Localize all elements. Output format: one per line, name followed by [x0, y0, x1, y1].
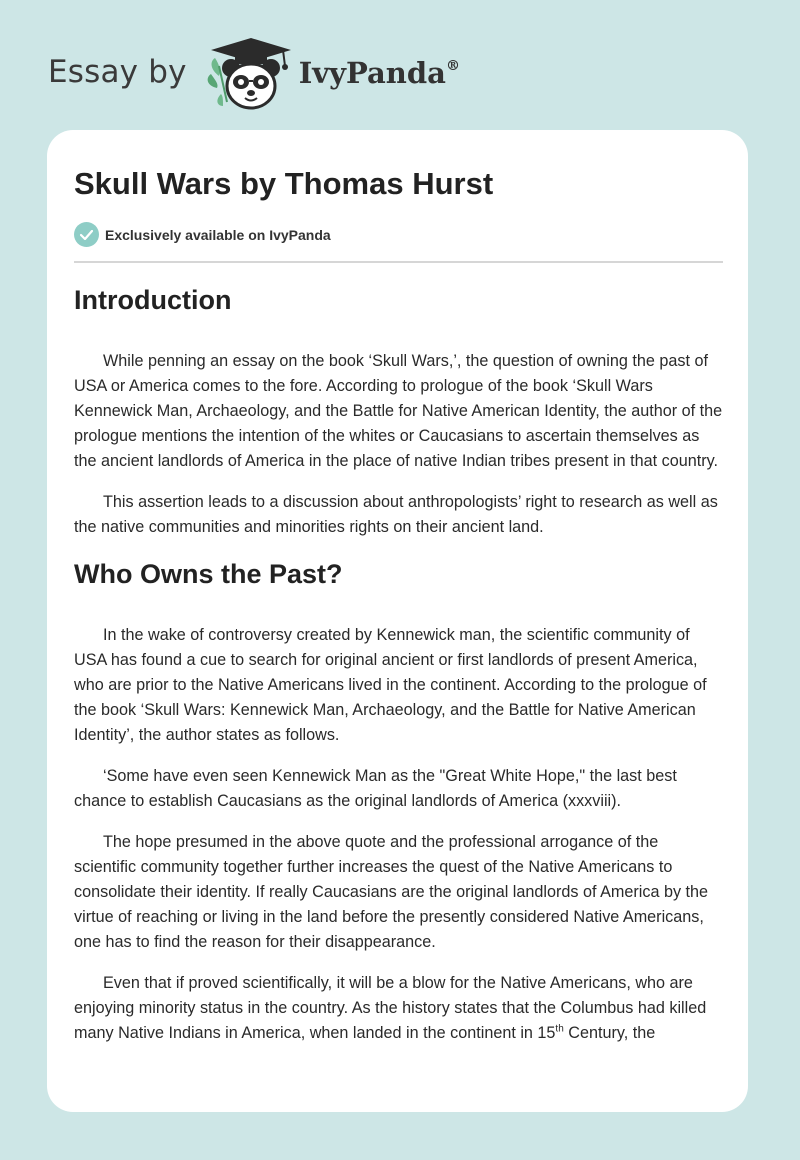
title-divider: [74, 261, 723, 263]
essay-card: [47, 130, 748, 1112]
essay-by-label: Essay by: [48, 54, 187, 90]
ordinal-suffix: th: [555, 1023, 564, 1035]
paragraph: [74, 971, 724, 1046]
paragraph-text: Even that if proved scientifically, it will be a blow for the Native Americans, who are enjoying minority status in the country. As the history states that the Columbus had killed many Native Indians in America, when landed in the continent in 15: [74, 974, 707, 1042]
quote-paragraph: ‘Some have even seen Kennewick Man as the "Great White Hope," the last best chance to establish Caucasians as the original landlords of America (xxxviii).: [74, 767, 677, 810]
check-icon: [74, 222, 99, 247]
brand-text: IvyPanda: [298, 56, 446, 90]
paragraph-text-end: Century, the: [563, 1024, 656, 1042]
registered-mark: ®: [445, 58, 460, 74]
brand-name[interactable]: [299, 56, 460, 90]
paragraph: The hope presumed in the above quote and the professional arrogance of the scientific community together further increases the quest of the Native Americans to consolidate their identity. If really Caucasians are the original landlords of America by the virtue of reaching or living in the land before the presently considered Native Americans, one has to find the reason for their disappearance.: [74, 833, 709, 951]
exclusive-badge-text: Exclusively available on IvyPanda: [105, 226, 331, 243]
essay-body: [74, 282, 724, 1046]
paragraph: In the wake of controversy created by Kennewick man, the scientific community of USA has found a cue to search for original ancient or first landlords of present America, who are prior to the Native Americans lived in the continent. According to the prologue of the book ‘Skull Wars: Kennewick Man, Archaeology, and the Battle for Native American Identity’, the author states as follows.: [74, 626, 707, 744]
section-heading-introduction: Introduction: [74, 285, 232, 315]
panda-logo-icon[interactable]: [205, 36, 297, 112]
paragraph: This assertion leads to a discussion about anthropologists’ right to research as well as the native communities and minorities rights on their ancient land.: [74, 493, 718, 536]
essay-title: Skull Wars by Thomas Hurst: [74, 166, 494, 201]
section-heading-who-owns-the-past: Who Owns the Past?: [74, 559, 343, 589]
site-header: [48, 36, 460, 112]
exclusive-badge: [74, 222, 331, 247]
paragraph: While penning an essay on the book ‘Skull Wars,’, the question of owning the past of USA or America comes to the fore. According to prologue of the book ‘Skull Wars Kennewick Man, Archaeology, and the Battle for Native American Identity, the author of the prologue mentions the intention of the whites or Caucasians to ascertain themselves as the ancient landlords of America in the place of native Indian tribes present in that country.: [74, 352, 723, 470]
